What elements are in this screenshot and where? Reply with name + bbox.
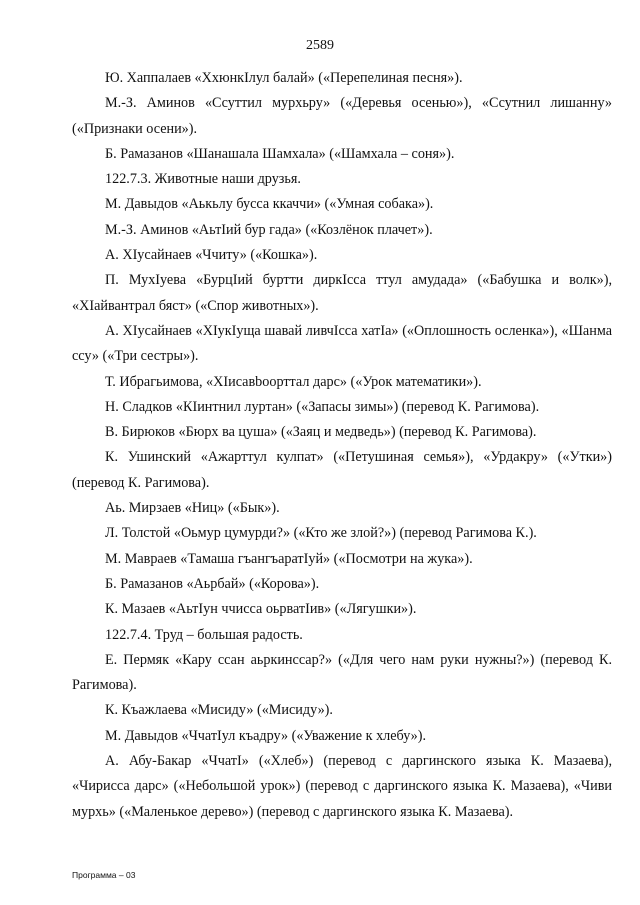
- paragraph: К. Мазаев «АьтIун ччисса оьрватIив» («Лягушки»).: [105, 601, 417, 618]
- document-body: [72, 66, 612, 825]
- paragraph: Т. Ибрагьимова, «ХIисавbooрттал дарс» («Урок математики»).: [105, 373, 482, 390]
- section-heading: 122.7.3. Животные наши друзья.: [105, 171, 301, 188]
- paragraph: Б. Рамазанов «Аьрбай» («Корова»).: [105, 575, 320, 592]
- paragraph: М. Давыдов «ЧчатIул къадру» («Уважение к хлебу»).: [105, 727, 427, 744]
- paragraph: М.-З. Аминов «Ссуттил мурхьру» («Деревья осенью»), «Ссутнил лишанну» («Признаки осени»).: [72, 95, 612, 137]
- page-number: 2589: [306, 38, 334, 53]
- paragraph: Ю. Хаппалаев «ХхюнкIлул балай» («Перепелиная песня»).: [105, 70, 463, 86]
- paragraph: К. Къажлаева «Мисиду» («Мисиду»).: [105, 702, 333, 719]
- section-heading: 122.7.4. Труд – большая радость.: [105, 626, 303, 643]
- paragraph: Н. Сладков «КIинтнил луртан» («Запасы зимы») (перевод К. Рагимова).: [105, 398, 540, 415]
- paragraph: Аь. Мирзаев «Ниц» («Бык»).: [105, 500, 280, 517]
- paragraph: М. Давыдов «Аькьлу бусса ккаччи» («Умная собака»).: [105, 196, 434, 213]
- paragraph: А. ХIусайнаев «ХIукIуща шавай ливчIсса хатIа» («Оплошность осленка»), «Шанма ссу» («Три сестры»).: [72, 322, 612, 365]
- paragraph: Б. Рамазанов «Шанашала Шамхала» («Шамхала – соня»).: [105, 145, 455, 162]
- paragraph: А. Абу-Бакар «ЧчатI» («Хлеб») (перевод с даргинского языка К. Мазаева), «Чирисса дарс» («Небольшой урок») (перевод с даргинского языка К. Мазаева), «Чиви мурхь» («Маленькое дерево») (перевод с даргинского языка К. Мазаева).: [72, 753, 612, 820]
- paragraph: К. Ушинский «Ажарттул кулпат» («Петушиная семья»), «Урдакру» («Утки») (перевод К. Рагимова).: [72, 449, 612, 491]
- paragraph: П. МухIуева «БурцIий буртти диркIсса ттул амудада» («Бабушка и волк»), «ХIайвантрал бяст» («Спор животных»).: [72, 272, 612, 314]
- paragraph: А. ХIусайнаев «Ччиту» («Кошка»).: [105, 247, 318, 264]
- footer-note: Программа – 03: [72, 870, 136, 880]
- paragraph: В. Бирюков «Бюрх ва цуша» («Заяц и медведь») (перевод К. Рагимова).: [105, 424, 537, 441]
- paragraph: М. Мавраев «Тамаша гъангъаратIуй» («Посмотри на жука»).: [105, 550, 473, 567]
- paragraph: Е. Пермяк «Кару ссан аьркинссар?» («Для чего нам руки нужны?») (перевод К. Рагимова).: [72, 651, 612, 694]
- paragraph: Л. Толстой «Оьмур цумурди?» («Кто же злой?») (перевод Рагимова К.).: [105, 525, 537, 542]
- paragraph: М.-З. Аминов «АьтIий бур гада» («Козлёнок плачет»).: [105, 221, 433, 238]
